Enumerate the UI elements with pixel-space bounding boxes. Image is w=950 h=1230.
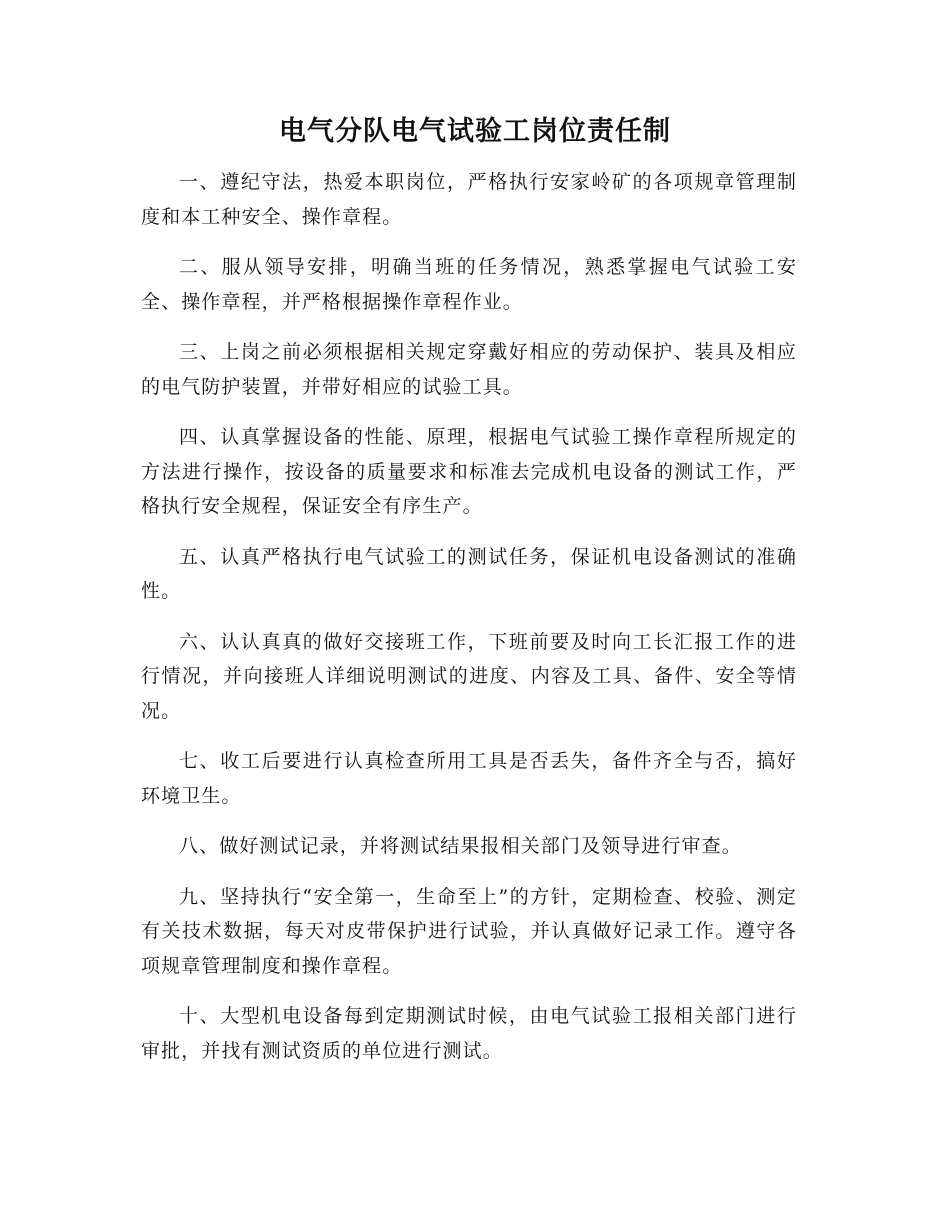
paragraph-10: 十、大型机电设备每到定期测试时候，由电气试验工报相关部门进行审批，并找有测试资质的单位进行测试。 (141, 1005, 797, 1062)
paragraph-6: 六、认认真真的做好交接班工作，下班前要及时向工长汇报工作的进行情况，并向接班人详细说明测试的进度、内容及工具、备件、安全等情况。 (141, 630, 797, 722)
paragraph-7: 七、收工后要进行认真检查所用工具是否丢失，备件齐全与否，搞好环境卫生。 (141, 750, 797, 807)
paragraph-2: 二、服从领导安排，明确当班的任务情况，熟悉掌握电气试验工安全、操作章程，并严格根据操作章程作业。 (141, 256, 797, 313)
document-body (141, 165, 797, 1084)
paragraph-9: 九、坚持执行“安全第一，生命至上”的方针，定期检查、校验、测定有关技术数据，每天对皮带保护进行试验，并认真做好记录工作。遵守各项规章管理制度和操作章程。 (141, 885, 797, 977)
paragraph-8: 八、做好测试记录，并将测试结果报相关部门及领导进行审查。 (179, 835, 742, 857)
paragraph-4: 四、认真掌握设备的性能、原理，根据电气试验工操作章程所规定的方法进行操作，按设备的质量要求和标准去完成机电设备的测试工作，严格执行安全规程，保证安全有序生产。 (141, 426, 797, 517)
document-title: 电气分队电气试验工岗位责任制 (279, 116, 671, 147)
paragraph-5: 五、认真严格执行电气试验工的测试任务，保证机电设备测试的准确性。 (141, 545, 797, 602)
paragraph-3: 三、上岗之前必须根据相关规定穿戴好相应的劳动保护、装具及相应的电气防护装置，并带好相应的试验工具。 (141, 341, 797, 398)
paragraph-1: 一、遵纪守法，热爱本职岗位，严格执行安家岭矿的各项规章管理制度和本工种安全、操作章程。 (141, 171, 797, 228)
